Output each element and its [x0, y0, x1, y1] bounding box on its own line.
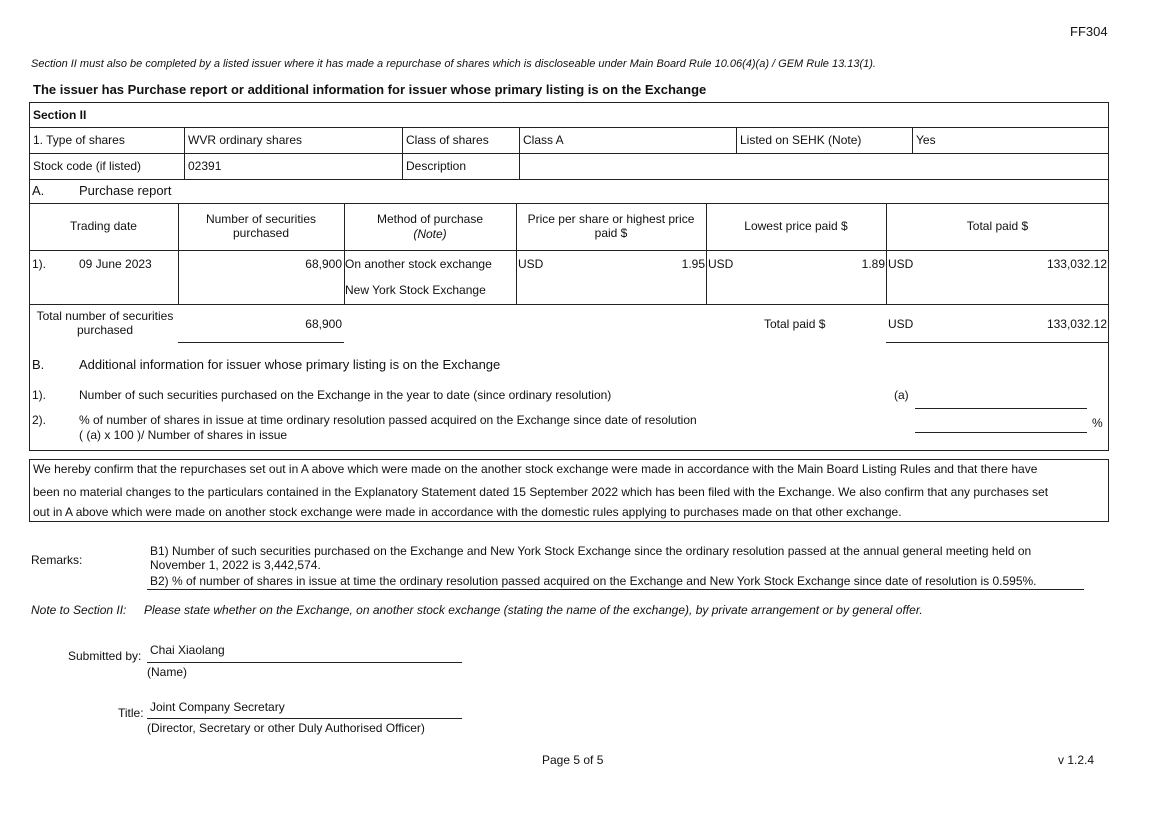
row-lowest-price: 1.89: [861, 257, 885, 271]
class-of-shares-value: Class A: [523, 133, 564, 147]
stock-code-value: 02391: [188, 159, 222, 173]
row-method: On another stock exchange: [345, 257, 492, 271]
purchase-report-letter: A.: [32, 183, 45, 198]
total-paid-label: Total paid $: [764, 317, 826, 331]
row-number-purchased: 68,900: [305, 257, 342, 271]
intro-note: Section II must also be completed by a listed issuer where it has made a repurchase of shares which is discloseable under Main Board Rule 10.06(4)(a) / GEM Rule 13.13(1).: [31, 58, 876, 70]
submitted-by-name: Chai Xiaolang: [150, 643, 225, 657]
page-number: Page 5 of 5: [542, 753, 604, 767]
stock-code-label: Stock code (if listed): [33, 159, 142, 173]
row-index: 1).: [32, 257, 47, 271]
additional-info-letter: B.: [32, 357, 45, 372]
title-label: Title:: [118, 706, 144, 720]
item1-index: 1).: [32, 388, 47, 402]
title-caption: (Director, Secretary or other Duly Authorised Officer): [147, 721, 425, 735]
item1-suffix: (a): [894, 388, 909, 402]
header-method-note: (Note): [413, 227, 447, 241]
section-title: Section II: [33, 108, 87, 122]
row-trading-date: 09 June 2023: [79, 257, 152, 271]
header-number-purchased: Number of securities purchased: [205, 212, 317, 240]
confirmation-line-1: We hereby confirm that the repurchases set out in A above which were made on the another stock exchange were made in accordance with the Main Board Listing Rules and that there have: [33, 462, 1038, 476]
listed-on-sehk-value: Yes: [916, 133, 936, 147]
row-price: 1.95: [681, 257, 705, 271]
item2-formula: ( (a) x 100 )/ Number of shares in issue: [79, 428, 288, 442]
total-number-value: 68,900: [305, 317, 342, 331]
form-code: FF304: [1070, 24, 1108, 39]
version-label: v 1.2.4: [1058, 753, 1095, 767]
confirmation-line-3: out in A above which were made on another stock exchange were made in accordance with the domestic rules applying to purchases made on that other exchange.: [33, 505, 902, 519]
remarks-label: Remarks:: [31, 553, 83, 567]
remarks-b1-line2: November 1, 2022 is 3,442,574.: [150, 558, 321, 572]
header-total-paid: Total paid $: [966, 219, 1029, 233]
row-lowest-currency: USD: [708, 257, 734, 271]
item1-blank-line: [915, 408, 1087, 409]
type-of-shares-label: 1. Type of shares: [33, 133, 125, 147]
header-price: Price per share or highest price paid $: [527, 212, 695, 240]
remarks-b1-line1: B1) Number of such securities purchased on the Exchange and New York Stock Exchange since the ordinary resolution passed at the annual general meeting held on: [150, 544, 1032, 558]
listed-on-sehk-label: Listed on SEHK (Note): [740, 133, 862, 147]
row-total-currency: USD: [888, 257, 914, 271]
item2-index: 2).: [32, 413, 47, 427]
header-trading-date: Trading date: [70, 219, 137, 233]
row-exchange: New York Stock Exchange: [345, 283, 486, 297]
name-caption: (Name): [147, 665, 188, 679]
row-price-currency: USD: [518, 257, 544, 271]
submitted-by-label: Submitted by:: [68, 649, 142, 663]
item2-suffix: %: [1092, 416, 1103, 430]
confirmation-line-2: been no material changes to the particulars contained in the Explanatory Statement dated 15 September 2022 which has been filed with the Exchange. We also confirm that any purchases set: [33, 485, 1049, 499]
item1-text: Number of such securities purchased on the Exchange in the year to date (since ordinary resolution): [79, 388, 612, 402]
class-of-shares-label: Class of shares: [406, 133, 489, 147]
title-value: Joint Company Secretary: [150, 700, 285, 714]
note-label: Note to Section II:: [31, 603, 127, 617]
item2-text: % of number of shares in issue at time ordinary resolution passed acquired on the Exchange since date of resolution: [79, 413, 697, 427]
header-method: Method of purchase: [376, 212, 484, 226]
total-paid-value: 133,032.12: [1046, 317, 1107, 331]
header-lowest-price: Lowest price paid $: [744, 219, 848, 233]
total-paid-currency: USD: [888, 317, 914, 331]
purchase-report-title: Purchase report: [79, 183, 172, 198]
note-text: Please state whether on the Exchange, on another stock exchange (stating the name of the exchange), by private arrangement or by general offer.: [144, 603, 923, 617]
remarks-b2: B2) % of number of shares in issue at time the ordinary resolution passed acquired on the Exchange and New York Stock Exchange since date of resolution is 0.595%.: [150, 574, 1037, 588]
description-label: Description: [406, 159, 467, 173]
row-total-paid: 133,032.12: [1046, 257, 1107, 271]
additional-info-title: Additional information for issuer whose primary listing is on the Exchange: [79, 357, 501, 372]
item2-blank-line: [915, 432, 1087, 433]
type-of-shares-value: WVR ordinary shares: [188, 133, 303, 147]
page-heading: The issuer has Purchase report or additional information for issuer whose primary listing is on the Exchange: [33, 82, 707, 97]
total-number-label: Total number of securities purchased: [36, 309, 174, 337]
